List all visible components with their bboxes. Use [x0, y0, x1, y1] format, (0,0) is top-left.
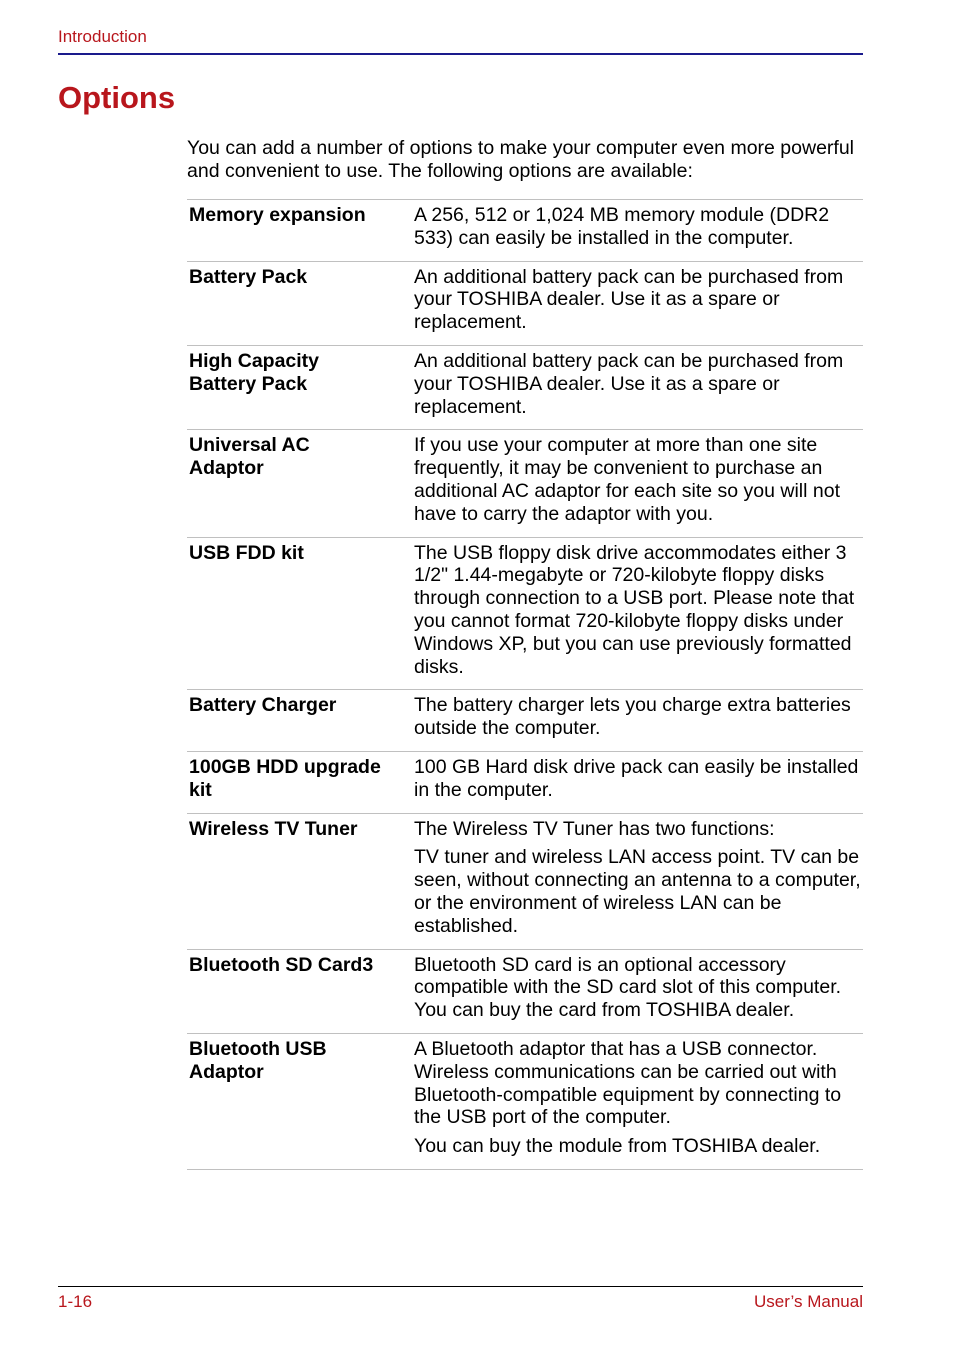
- running-header: Introduction: [58, 27, 147, 46]
- header-rule: [58, 53, 863, 55]
- intro-paragraph: You can add a number of options to make your computer even more powerful and convenient to use. The following options are available:: [187, 137, 854, 182]
- option-row: [187, 813, 863, 949]
- option-term-line: Battery Pack: [189, 372, 308, 395]
- option-description-paragraph: A Bluetooth adaptor that has a USB connector. Wireless communications can be carried out with Bluetooth-compatible equipment by connecting to the USB port of the computer.: [414, 1037, 842, 1129]
- option-description: [412, 537, 863, 690]
- page-number: 1-16: [58, 1292, 93, 1311]
- option-row: [187, 690, 863, 752]
- options-table: [187, 199, 863, 1170]
- option-description: [412, 949, 863, 1033]
- option-term-line: Adaptor: [189, 457, 264, 480]
- footer-rule: [58, 1286, 863, 1287]
- option-term-line: Adaptor: [189, 1060, 264, 1083]
- option-description-paragraph: Bluetooth SD card is an optional accessory compatible with the SD card slot of this computer. You can buy the card from TOSHIBA dealer.: [414, 953, 842, 1022]
- option-term-line: Bluetooth SD Card3: [189, 953, 374, 976]
- option-description: [412, 200, 863, 262]
- options-table-body: [187, 200, 863, 1170]
- option-term-line: Bluetooth USB: [189, 1037, 327, 1060]
- option-description-paragraph: The battery charger lets you charge extra batteries outside the computer.: [414, 694, 851, 740]
- option-row: [187, 751, 863, 813]
- option-description-paragraph: You can buy the module from TOSHIBA dealer.: [414, 1135, 821, 1158]
- option-description: [412, 261, 863, 345]
- option-row: [187, 1033, 863, 1169]
- option-term-line: Memory expansion: [189, 204, 366, 226]
- option-description: [412, 813, 863, 949]
- option-row: [187, 537, 863, 690]
- option-row: [187, 949, 863, 1033]
- option-description: [412, 690, 863, 752]
- manual-title: User’s Manual: [754, 1292, 863, 1311]
- option-term: [187, 751, 412, 813]
- option-description-paragraph: An additional battery pack can be purchased from your TOSHIBA dealer. Use it as a spare or replacement.: [414, 349, 844, 418]
- option-term-line: Battery Pack: [189, 265, 308, 288]
- option-term: [187, 345, 412, 429]
- option-term-line: Universal AC: [189, 434, 310, 457]
- option-row: [187, 200, 863, 262]
- option-description-paragraph: The USB floppy disk drive accommodates either 3 1/2" 1.44-megabyte or 720-kilobyte floppy disks through connection to a USB port. Please note that you cannot format 720-kilobyte floppy disks under Windows XP, but you can use previously formatted disks.: [414, 541, 855, 678]
- option-description-paragraph: The Wireless TV Tuner has two functions:: [414, 817, 775, 840]
- option-term-line: 100GB HDD upgrade: [189, 755, 381, 778]
- option-description: [412, 1033, 863, 1169]
- option-description-paragraph: 100 GB Hard disk drive pack can easily be installed in the computer.: [414, 755, 859, 801]
- option-description-paragraph: A 256, 512 or 1,024 MB memory module (DDR2 533) can easily be installed in the computer.: [414, 204, 830, 249]
- option-row: [187, 345, 863, 429]
- option-row: [187, 261, 863, 345]
- option-description: [412, 430, 863, 537]
- option-term: [187, 200, 412, 262]
- option-term-line: High Capacity: [189, 349, 320, 372]
- option-term: [187, 430, 412, 537]
- option-term-line: USB FDD kit: [189, 541, 304, 564]
- option-term: [187, 1033, 412, 1169]
- option-term: [187, 949, 412, 1033]
- option-term: [187, 690, 412, 752]
- page-title: Options: [58, 80, 176, 115]
- option-description-paragraph: If you use your computer at more than one site frequently, it may be convenient to purchase an additional AC adaptor for each site so you will not have to carry the adaptor with you.: [414, 434, 841, 525]
- option-description-paragraph: TV tuner and wireless LAN access point. TV can be seen, without connecting an antenna to a computer, or the environment of wireless LAN can be established.: [414, 846, 861, 937]
- option-term: [187, 537, 412, 690]
- option-term: [187, 261, 412, 345]
- option-term: [187, 813, 412, 949]
- option-term-line: Wireless TV Tuner: [189, 817, 358, 840]
- option-term-line: Battery Charger: [189, 694, 337, 717]
- option-row: [187, 430, 863, 537]
- option-description: [412, 345, 863, 429]
- option-description: [412, 751, 863, 813]
- option-term-line: kit: [189, 778, 212, 801]
- option-description-paragraph: An additional battery pack can be purchased from your TOSHIBA dealer. Use it as a spare or replacement.: [414, 265, 844, 334]
